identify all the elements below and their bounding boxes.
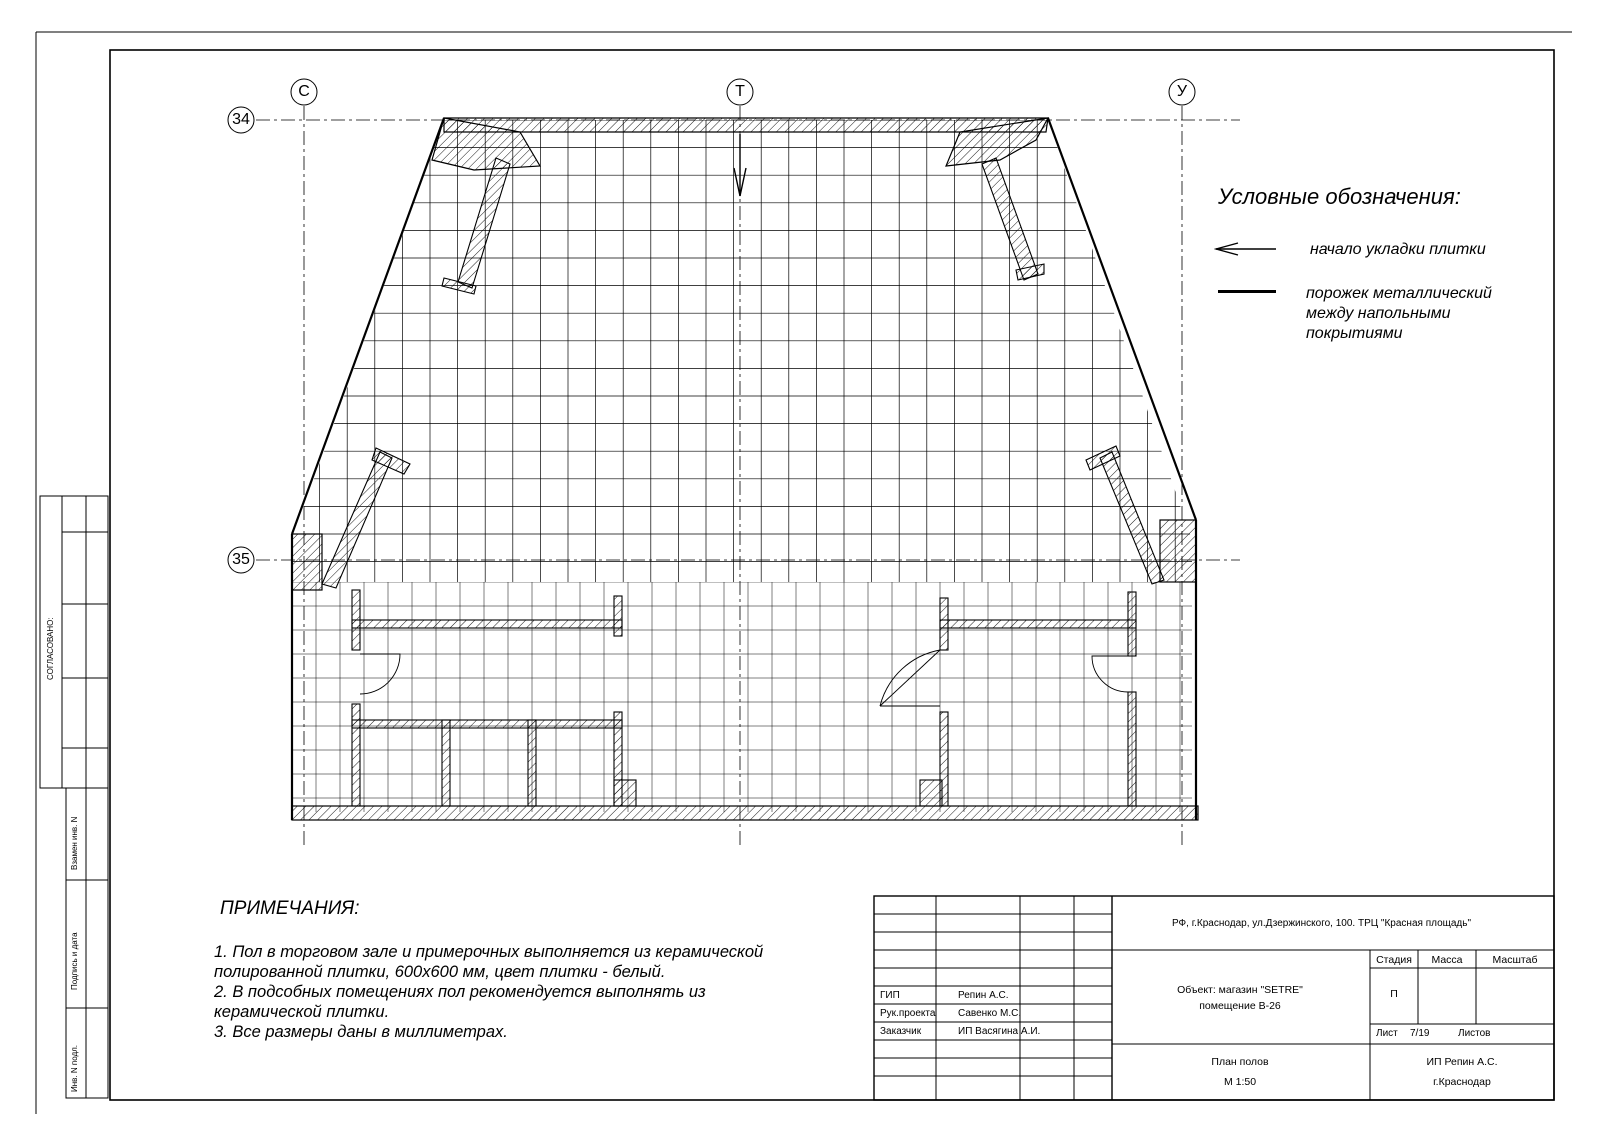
note-line: 1. Пол в торговом зале и примерочных выполняется из керамической — [214, 943, 764, 961]
stamp-replace-inventory: Взамен инв. N — [70, 816, 79, 870]
axis-label-row-35: 35 — [232, 551, 250, 568]
stamp-signature-date: Подпись и дата — [70, 932, 79, 990]
object-line-2: помещение В-26 — [1199, 1000, 1281, 1012]
name-customer: ИП Васягина А.И. — [958, 1026, 1041, 1037]
stage-value: П — [1390, 988, 1398, 1000]
interior-partitions — [352, 590, 1136, 806]
name-gip: Репин А.С. — [958, 990, 1009, 1001]
angled-partitions — [322, 158, 1164, 588]
role-gip: ГИП — [880, 990, 900, 1001]
role-project-lead: Рук.проекта — [880, 1008, 936, 1019]
side-stamp-boxes — [40, 496, 108, 1098]
note-line: полированной плитки, 600х600 мм, цвет плитки - белый. — [214, 963, 666, 981]
company-city: г.Краснодар — [1433, 1076, 1491, 1088]
scale-header: Масштаб — [1492, 954, 1538, 966]
legend-threshold-line-2: между напольными — [1306, 305, 1451, 322]
outer-walls — [292, 118, 1198, 820]
tile-grid-upper — [292, 120, 1196, 596]
threshold-line-symbol — [1218, 290, 1276, 293]
axis-label-column-t: Т — [735, 83, 745, 100]
axis-label-row-34: 34 — [232, 111, 250, 128]
outline — [292, 118, 1196, 820]
stamp-inventory-original: Инв. N подл. — [70, 1044, 79, 1092]
note-line: 3. Все размеры даны в миллиметрах. — [214, 1023, 508, 1041]
stamp-agreed: СОГЛАСОВАНО: — [46, 617, 55, 680]
note-line: 2. В подсобных помещениях пол рекомендуется выполнять из — [214, 983, 706, 1001]
axis-label-column-u: У — [1176, 83, 1188, 100]
name-project-lead: Савенко М.С. — [958, 1008, 1022, 1019]
arrow-left-icon — [1214, 242, 1278, 256]
axis-label-column-c: С — [298, 83, 310, 100]
mass-header: Масса — [1431, 954, 1463, 966]
legend-threshold-line-3: покрытиями — [1306, 325, 1403, 342]
sheet-title: План полов — [1211, 1056, 1269, 1068]
note-line: керамической плитки. — [214, 1003, 390, 1021]
legend-item-threshold — [1306, 284, 1492, 344]
role-customer: Заказчик — [880, 1026, 922, 1037]
notes-title: ПРИМЕЧАНИЯ: — [220, 898, 360, 919]
sheet-value: 7/19 — [1410, 1028, 1430, 1039]
sheet-label: Лист — [1376, 1028, 1398, 1039]
legend-item-start: начало укладки плитки — [1310, 241, 1486, 258]
company-name: ИП Репин А.С. — [1426, 1056, 1498, 1068]
notes-text — [214, 942, 763, 1042]
legend-title: Условные обозначения: — [1218, 184, 1461, 209]
object-line-1: Объект: магазин "SETRE" — [1177, 984, 1303, 996]
sheets-label: Листов — [1458, 1028, 1491, 1039]
project-address: РФ, г.Краснодар, ул.Дзержинского, 100. ТРЦ "Красная площадь" — [1172, 918, 1472, 929]
tile-grid-lower — [292, 582, 1196, 812]
stage-header: Стадия — [1376, 954, 1412, 966]
tile-start-arrow — [734, 134, 746, 196]
sheet-scale: М 1:50 — [1223, 1076, 1257, 1088]
legend-threshold-line-1: порожек металлический — [1306, 285, 1492, 302]
